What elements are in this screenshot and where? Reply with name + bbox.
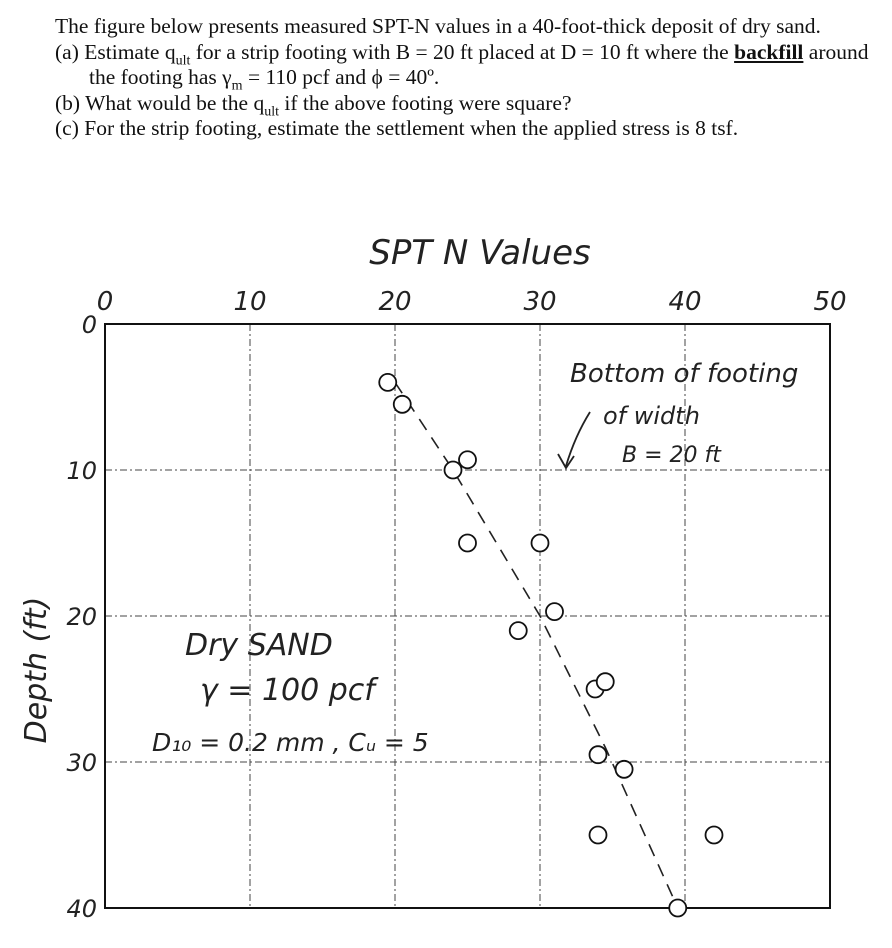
part-a-text-3: around the footing has γ bbox=[89, 39, 869, 89]
y-tick-label: 40 bbox=[66, 895, 97, 923]
data-point bbox=[590, 827, 607, 844]
footing-annotation-line-3: B = 20 ft bbox=[622, 443, 721, 468]
x-tick-label: 10 bbox=[233, 287, 267, 317]
data-point bbox=[510, 622, 527, 639]
y-tick-label: 30 bbox=[66, 749, 97, 777]
footing-annotation-line-1: Bottom of footing bbox=[570, 359, 799, 389]
part-a bbox=[55, 39, 885, 94]
x-tick-label: 0 bbox=[96, 287, 114, 317]
chart-title: SPT N Values bbox=[369, 233, 591, 273]
data-point bbox=[532, 535, 549, 552]
y-tick-labels bbox=[66, 311, 97, 923]
part-a-backfill: backfill bbox=[734, 39, 804, 64]
soil-annotation-line-1: Dry SAND bbox=[185, 628, 333, 663]
part-a-text-1: Estimate q bbox=[84, 39, 176, 64]
chart-grid bbox=[105, 324, 830, 908]
data-point bbox=[616, 761, 633, 778]
part-b-label: (b) bbox=[55, 90, 81, 115]
part-a-sub-m: m bbox=[231, 78, 243, 94]
part-a-label: (a) bbox=[55, 39, 79, 64]
data-point bbox=[379, 374, 396, 391]
part-b-text-1: What would be the q bbox=[85, 90, 265, 115]
intro-text: The figure below presents measured SPT-N values in a 40-foot-thick deposit of dry sand. bbox=[55, 14, 821, 38]
data-point bbox=[459, 535, 476, 552]
spt-chart bbox=[0, 200, 892, 948]
x-tick-label: 20 bbox=[378, 287, 412, 317]
soil-annotation-line-2: γ = 100 pcf bbox=[200, 673, 375, 708]
footing-annotation-line-2: of width bbox=[603, 402, 700, 430]
y-axis-label: Depth (ft) bbox=[19, 596, 54, 744]
data-point bbox=[546, 603, 563, 620]
arrow-shaft bbox=[566, 412, 590, 466]
soil-annotation bbox=[152, 628, 429, 757]
part-a-text-4: = 110 pcf and ϕ = 40º. bbox=[242, 65, 440, 89]
part-a-text-2: for a strip footing with B = 20 ft placed at D = 10 ft where the bbox=[190, 39, 735, 64]
y-tick-label: 10 bbox=[66, 457, 97, 485]
part-a-sub-ult: ult bbox=[175, 52, 191, 68]
part-b-sub-ult: ult bbox=[264, 103, 279, 119]
footing-annotation bbox=[558, 359, 798, 468]
data-point bbox=[394, 396, 411, 413]
x-tick-label: 50 bbox=[813, 287, 847, 317]
y-tick-label: 20 bbox=[66, 603, 97, 631]
part-c bbox=[55, 116, 885, 142]
part-c-label: (c) bbox=[55, 116, 79, 140]
x-tick-label: 30 bbox=[523, 287, 557, 317]
problem-statement bbox=[55, 14, 885, 142]
x-tick-labels bbox=[97, 287, 847, 317]
data-point bbox=[590, 746, 607, 763]
part-b bbox=[55, 91, 885, 117]
data-point bbox=[459, 451, 476, 468]
part-b-text-2: if the above footing were square? bbox=[278, 90, 572, 115]
y-tick-label: 0 bbox=[81, 311, 97, 339]
part-c-text-1: For the strip footing, estimate the settlement when the applied stress is 8 tsf. bbox=[84, 116, 739, 140]
data-point bbox=[445, 462, 462, 479]
data-point bbox=[669, 900, 686, 917]
data-point bbox=[597, 673, 614, 690]
data-point bbox=[706, 827, 723, 844]
soil-annotation-line-3: D₁₀ = 0.2 mm , Cᵤ = 5 bbox=[152, 728, 429, 757]
x-tick-label: 40 bbox=[668, 287, 702, 317]
